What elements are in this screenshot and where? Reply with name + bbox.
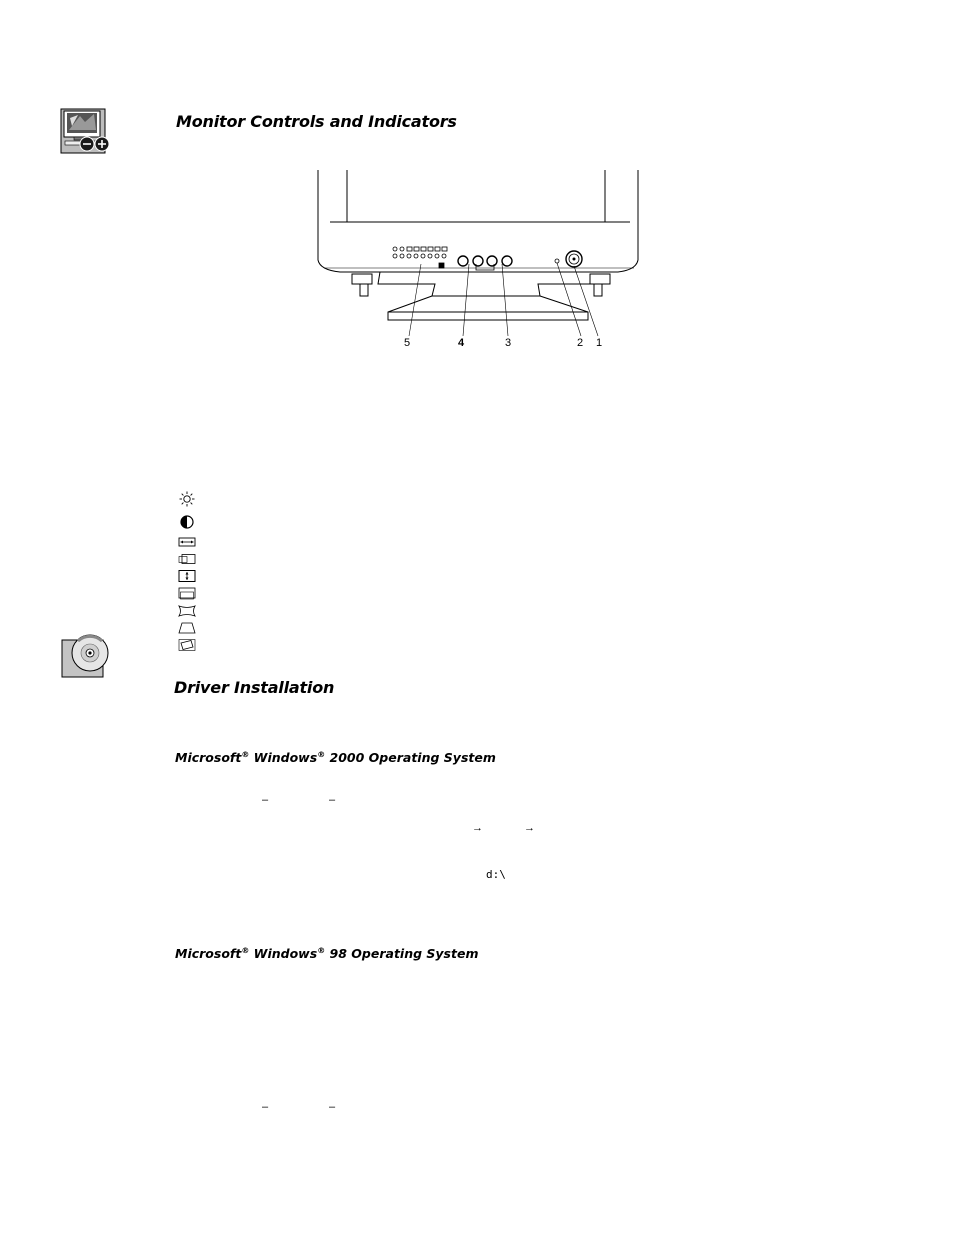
vertical-position-icon bbox=[177, 585, 197, 599]
win2000-rest: 2000 Operating System bbox=[325, 750, 496, 765]
callout-1: 1 bbox=[596, 337, 603, 349]
rotation-icon bbox=[177, 637, 197, 651]
win2000-arrow-2: → bbox=[524, 822, 535, 834]
win98-reg1: ® bbox=[241, 946, 250, 955]
callout-4: 4 bbox=[458, 337, 465, 349]
vertical-size-icon bbox=[177, 568, 197, 582]
win2000-brand: Microsoft bbox=[175, 750, 242, 765]
win98-product: Windows bbox=[249, 946, 318, 961]
win98-dash-1: – bbox=[262, 1101, 269, 1113]
callout-3: 3 bbox=[505, 337, 512, 349]
win98-reg2: ® bbox=[317, 946, 326, 955]
section-title-monitor-controls: Monitor Controls and Indicators bbox=[176, 112, 457, 131]
callout-2: 2 bbox=[577, 337, 584, 349]
win2000-reg2: ® bbox=[317, 750, 326, 759]
pincushion-icon bbox=[177, 603, 197, 617]
win2000-product: Windows bbox=[249, 750, 318, 765]
subheading-windows-2000 bbox=[175, 750, 496, 765]
win2000-dash-2: – bbox=[329, 794, 336, 806]
subheading-windows-98 bbox=[175, 946, 478, 961]
win2000-reg1: ® bbox=[241, 750, 250, 759]
win2000-arrow-1: → bbox=[472, 822, 483, 834]
win2000-drive-path: d:\ bbox=[486, 868, 506, 881]
win98-brand: Microsoft bbox=[175, 946, 242, 961]
monitor-front-panel-figure bbox=[300, 168, 660, 358]
horizontal-size-icon bbox=[177, 534, 197, 548]
win98-dash-2: – bbox=[329, 1101, 336, 1113]
win2000-dash-1: – bbox=[262, 794, 269, 806]
cd-disc-icon bbox=[61, 632, 111, 680]
win98-rest: 98 Operating System bbox=[325, 946, 479, 961]
brightness-icon bbox=[177, 491, 197, 505]
trapezoid-icon bbox=[177, 620, 197, 634]
contrast-icon bbox=[177, 514, 197, 528]
monitor-adjust-icon bbox=[60, 108, 112, 156]
horizontal-position-icon bbox=[177, 551, 197, 565]
callout-5: 5 bbox=[404, 337, 411, 349]
section-title-driver-installation: Driver Installation bbox=[174, 678, 335, 697]
